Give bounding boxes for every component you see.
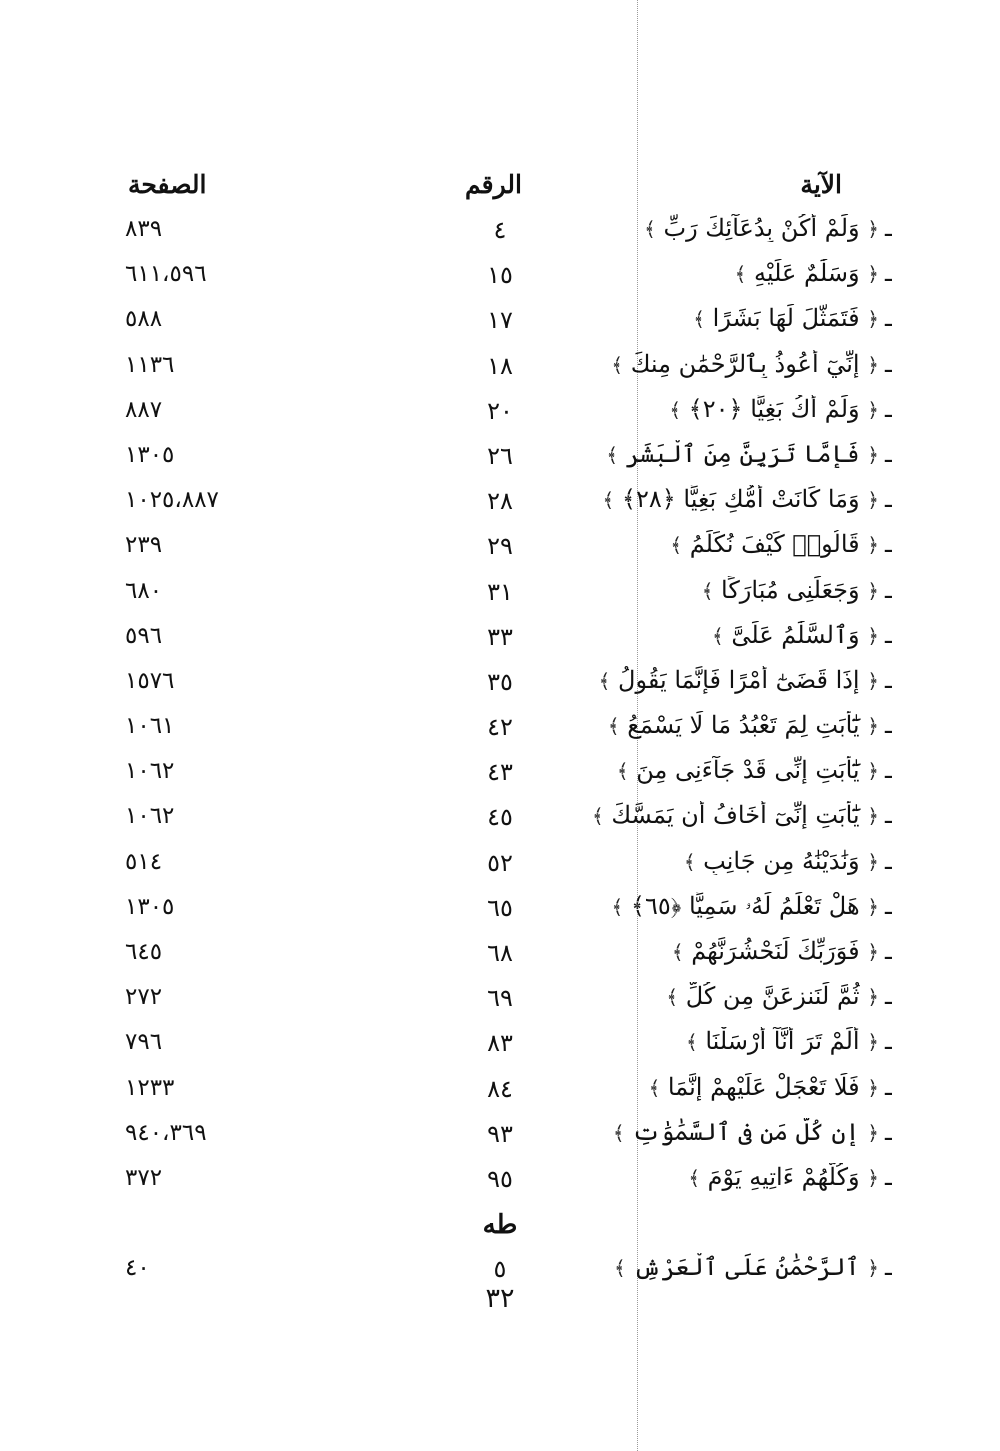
close-bracket: ﴾ bbox=[670, 533, 683, 558]
verse-text: وَلَمْ أَكُ بَغِيًّا ﴿٢٠﴾ bbox=[688, 394, 860, 423]
verse-number: ١٥ bbox=[487, 261, 513, 290]
close-bracket: ﴾ bbox=[607, 714, 620, 739]
table-row bbox=[0, 1025, 1000, 1070]
close-bracket: ﴾ bbox=[612, 1120, 625, 1145]
page-reference: ١٠٢٥،٨٨٧ bbox=[125, 487, 219, 514]
open-bracket: ﴿ bbox=[867, 352, 879, 377]
verse-text: وَٱلسَّلَٰمُ عَلَىَّ bbox=[731, 620, 860, 649]
close-bracket: ﴾ bbox=[666, 985, 679, 1010]
open-bracket: ﴿ bbox=[867, 262, 879, 287]
close-bracket: ﴾ bbox=[701, 578, 714, 603]
surah-heading-row bbox=[0, 1206, 1000, 1251]
row-dash: ـ bbox=[884, 846, 892, 875]
open-bracket: ﴿ bbox=[867, 714, 879, 739]
verse-text: فَتَمَثَّلَ لَهَا بَشَرًا bbox=[712, 304, 860, 333]
verse-cell bbox=[670, 530, 892, 558]
verse-number: ٦٨ bbox=[487, 939, 513, 967]
row-dash: ـ bbox=[884, 530, 892, 559]
page-reference: ١٥٧٦ bbox=[125, 667, 175, 694]
verse-cell bbox=[712, 621, 892, 649]
verse-text: يَٰٓأَبَتِ إِنِّى قَدْ جَآءَنِى مِنَ bbox=[636, 756, 860, 785]
verse-cell bbox=[669, 395, 892, 423]
page-reference: ١١٣٦ bbox=[125, 351, 175, 378]
page-reference: ٥٩٦ bbox=[125, 622, 163, 649]
close-bracket: ﴾ bbox=[648, 1075, 661, 1100]
row-dash: ـ bbox=[884, 304, 892, 333]
verse-text: وَمَا كَانَتْ أُمُّكِ بَغِيًّا ﴿٢٨﴾ bbox=[621, 485, 860, 514]
table-row bbox=[0, 1161, 1000, 1206]
open-bracket: ﴿ bbox=[867, 668, 879, 693]
close-bracket: ﴾ bbox=[598, 668, 611, 693]
verse-number: ٣٣ bbox=[487, 622, 513, 651]
verse-cell bbox=[606, 440, 892, 468]
open-bracket: ﴿ bbox=[867, 894, 879, 919]
open-bracket: ﴿ bbox=[867, 759, 879, 784]
page-reference: ٣٧٢ bbox=[125, 1164, 163, 1191]
column-header-number: الرقم bbox=[465, 170, 522, 199]
close-bracket: ﴾ bbox=[688, 1165, 701, 1190]
verse-text: أَلَمْ تَرَ أَنَّآ أَرْسَلْنَا bbox=[705, 1027, 860, 1056]
verse-cell bbox=[686, 1027, 892, 1055]
open-bracket: ﴿ bbox=[867, 442, 879, 467]
open-bracket: ﴿ bbox=[867, 623, 879, 648]
page-reference: ٦٤٥ bbox=[125, 939, 163, 965]
table-row bbox=[0, 393, 1000, 438]
verse-text: إِن كُلُّ مَن فِى ٱلسَّمَٰوَٰتِ bbox=[632, 1117, 860, 1146]
verse-number: ٤ bbox=[493, 216, 507, 244]
row-dash: ـ bbox=[884, 891, 892, 920]
open-bracket: ﴿ bbox=[867, 1075, 879, 1100]
row-dash: ـ bbox=[884, 349, 892, 378]
page-reference: ١٠٦٢ bbox=[125, 803, 175, 830]
close-bracket: ﴾ bbox=[734, 262, 747, 287]
row-dash: ـ bbox=[884, 665, 892, 694]
table-row bbox=[0, 212, 1000, 257]
verse-cell bbox=[644, 214, 892, 242]
verse-number: ٦٩ bbox=[487, 984, 513, 1013]
table-row bbox=[0, 483, 1000, 528]
open-bracket: ﴿ bbox=[867, 1165, 879, 1190]
verse-number: ٦٥ bbox=[487, 893, 513, 922]
verse-text: وَنَٰدَيْنَٰهُ مِن جَانِبِ bbox=[703, 846, 860, 875]
verse-text: يَٰٓأَبَتِ إِنِّىٓ أَخَافُ أَن يَمَسَّكَ bbox=[611, 801, 860, 830]
verse-cell bbox=[702, 576, 892, 604]
verse-cell bbox=[693, 304, 892, 332]
verse-number: ١٧ bbox=[487, 306, 513, 335]
column-header-page: الصفحة bbox=[128, 170, 207, 199]
close-bracket: ﴾ bbox=[602, 488, 615, 513]
table-row bbox=[0, 1116, 1000, 1161]
verse-text: فَلَا تَعْجَلْ عَلَيْهِمْ إِنَّمَا bbox=[667, 1072, 860, 1101]
table-row bbox=[0, 302, 1000, 347]
open-bracket: ﴿ bbox=[867, 533, 879, 558]
verse-text: وَلَمْ أَكُنْ بِدُعَآئِكَ رَبِّ bbox=[663, 214, 860, 242]
close-bracket: ﴾ bbox=[611, 894, 624, 919]
verse-cell bbox=[684, 847, 892, 875]
open-bracket: ﴿ bbox=[867, 488, 879, 513]
verse-cell bbox=[603, 485, 892, 513]
verse-number: ٢٨ bbox=[487, 487, 513, 516]
table-row bbox=[0, 574, 1000, 619]
row-dash: ـ bbox=[884, 1027, 892, 1056]
row-dash: ـ bbox=[884, 982, 892, 1011]
open-bracket: ﴿ bbox=[867, 1120, 879, 1145]
page-reference: ١٣٠٥ bbox=[125, 893, 175, 920]
index-table bbox=[0, 212, 1000, 1297]
open-bracket: ﴿ bbox=[867, 578, 879, 603]
verse-number: ٩٥ bbox=[487, 1164, 513, 1193]
table-row bbox=[0, 980, 1000, 1025]
row-dash: ـ bbox=[884, 711, 892, 740]
open-bracket: ﴿ bbox=[867, 804, 879, 829]
table-row bbox=[0, 799, 1000, 844]
verse-number: ٥٢ bbox=[487, 848, 513, 877]
row-dash: ـ bbox=[884, 1117, 892, 1146]
verse-text: قَالُوا۟ كَيْفَ نُكَلِّمُ bbox=[689, 530, 860, 559]
verse-cell bbox=[614, 1253, 892, 1281]
verse-cell bbox=[613, 1118, 892, 1146]
verse-cell bbox=[735, 259, 892, 287]
row-dash: ـ bbox=[884, 214, 892, 242]
page-reference: ٤٠ bbox=[125, 1255, 150, 1282]
verse-number: ٤٣ bbox=[487, 758, 513, 787]
row-dash: ـ bbox=[884, 801, 892, 830]
verse-cell bbox=[599, 666, 892, 694]
close-bracket: ﴾ bbox=[685, 1030, 698, 1055]
verse-cell bbox=[666, 982, 892, 1010]
row-dash: ـ bbox=[884, 439, 892, 468]
verse-text: ثُمَّ لَنَنزِعَنَّ مِن كُلِّ bbox=[685, 982, 860, 1011]
close-bracket: ﴾ bbox=[616, 759, 629, 784]
verse-number: ٩٣ bbox=[487, 1119, 513, 1148]
page-reference: ٨٣٩ bbox=[125, 216, 163, 242]
row-dash: ـ bbox=[884, 937, 892, 965]
close-bracket: ﴾ bbox=[712, 623, 724, 648]
row-dash: ـ bbox=[884, 756, 892, 785]
verse-number: ٣١ bbox=[487, 577, 513, 606]
column-header-aya: الآية bbox=[800, 170, 842, 199]
page-reference: ٦٨٠ bbox=[125, 577, 163, 604]
verse-text: وَكُلُّهُمْ ءَاتِيهِ يَوْمَ bbox=[707, 1162, 860, 1191]
open-bracket: ﴿ bbox=[867, 940, 879, 964]
verse-number: ٨٣ bbox=[487, 1029, 513, 1058]
verse-text: فَوَرَبِّكَ لَنَحْشُرَنَّهُمْ bbox=[691, 937, 860, 965]
close-bracket: ﴾ bbox=[669, 397, 682, 422]
page-reference: ١٠٦١ bbox=[125, 713, 175, 740]
verse-text: وَسَلَٰمٌ عَلَيْهِ bbox=[753, 259, 860, 288]
page-reference: ١٣٠٥ bbox=[125, 441, 175, 468]
open-bracket: ﴿ bbox=[867, 1256, 879, 1281]
verse-cell bbox=[688, 1163, 892, 1191]
verse-text: إِذَا قَضَىٰٓ أَمْرًا فَإِنَّمَا يَقُولُ bbox=[618, 665, 860, 694]
verse-number: ٢٩ bbox=[487, 532, 513, 561]
table-row bbox=[0, 890, 1000, 935]
verse-number: ٥ bbox=[493, 1255, 507, 1284]
page-reference: ١٠٦٢ bbox=[125, 758, 175, 785]
close-bracket: ﴾ bbox=[644, 217, 656, 241]
verse-cell bbox=[608, 711, 892, 739]
table-row bbox=[0, 528, 1000, 573]
row-dash: ـ bbox=[884, 259, 892, 288]
close-bracket: ﴾ bbox=[614, 1256, 626, 1281]
verse-number: ٣٥ bbox=[487, 667, 513, 696]
page-reference: ٨٨٧ bbox=[125, 396, 163, 423]
close-bracket: ﴾ bbox=[671, 940, 684, 964]
verse-text: يَٰٓأَبَتِ لِمَ تَعْبُدُ مَا لَا يَسْمَعُ bbox=[627, 711, 860, 740]
verse-text: وَجَعَلَنِى مُبَارَكًا bbox=[721, 575, 860, 604]
open-bracket: ﴿ bbox=[867, 217, 879, 241]
verse-number: ٤٢ bbox=[487, 713, 513, 742]
close-bracket: ﴾ bbox=[611, 352, 624, 377]
verse-cell bbox=[612, 892, 892, 920]
row-dash: ـ bbox=[884, 394, 892, 423]
row-dash: ـ bbox=[884, 1253, 892, 1282]
surah-heading: طه bbox=[482, 1210, 518, 1241]
table-row bbox=[0, 438, 1000, 483]
row-dash: ـ bbox=[884, 1162, 892, 1191]
verse-cell bbox=[672, 937, 892, 965]
table-row bbox=[0, 754, 1000, 799]
table-row bbox=[0, 845, 1000, 890]
verse-cell bbox=[592, 801, 892, 829]
open-bracket: ﴿ bbox=[867, 307, 879, 332]
verse-text: إِنِّيٓ أَعُوذُ بِٱلرَّحْمَٰنِ مِنكَ bbox=[630, 349, 860, 378]
table-row bbox=[0, 348, 1000, 393]
page-reference: ٧٩٦ bbox=[125, 1029, 163, 1056]
page-reference: ٢٣٩ bbox=[125, 532, 163, 559]
verse-cell bbox=[649, 1073, 892, 1101]
verse-text: ٱلرَّحْمَٰنُ عَلَى ٱلْعَرْشِ bbox=[633, 1253, 860, 1282]
open-bracket: ﴿ bbox=[867, 1030, 879, 1055]
table-row bbox=[0, 619, 1000, 664]
close-bracket: ﴾ bbox=[606, 442, 619, 467]
verse-text: فَإِمَّا تَرَيِنَّ مِنَ ٱلْبَشَرِ bbox=[625, 439, 860, 468]
page-reference: ٩٤٠،٣٦٩ bbox=[125, 1119, 207, 1146]
verse-number: ٢٠ bbox=[487, 396, 513, 425]
verse-number: ٤٥ bbox=[487, 803, 513, 832]
verse-number: ١٨ bbox=[487, 351, 513, 380]
table-row bbox=[0, 935, 1000, 980]
open-bracket: ﴿ bbox=[867, 985, 879, 1010]
verse-cell bbox=[611, 350, 892, 378]
page-reference: ١٢٣٣ bbox=[125, 1074, 175, 1101]
row-dash: ـ bbox=[884, 485, 892, 514]
close-bracket: ﴾ bbox=[683, 849, 696, 874]
table-row bbox=[0, 257, 1000, 302]
row-dash: ـ bbox=[884, 575, 892, 604]
verse-text: هَلْ تَعْلَمُ لَهُۥ سَمِيًّا ﴿٦٥﴾ bbox=[630, 891, 860, 920]
open-bracket: ﴿ bbox=[867, 397, 879, 422]
close-bracket: ﴾ bbox=[591, 804, 604, 829]
page-reference: ٦١١،٥٩٦ bbox=[125, 261, 207, 288]
page-reference: ٥١٤ bbox=[125, 848, 163, 875]
verse-number: ٢٦ bbox=[487, 441, 513, 470]
page-reference: ٥٨٨ bbox=[125, 306, 163, 333]
row-dash: ـ bbox=[884, 620, 892, 649]
page-reference: ٢٧٢ bbox=[125, 984, 163, 1011]
table-row bbox=[0, 709, 1000, 754]
page-number: ٣٢ bbox=[485, 1283, 515, 1314]
open-bracket: ﴿ bbox=[867, 849, 879, 874]
table-row bbox=[0, 1071, 1000, 1116]
verse-number: ٨٤ bbox=[487, 1074, 513, 1103]
table-row bbox=[0, 664, 1000, 709]
row-dash: ـ bbox=[884, 1072, 892, 1101]
close-bracket: ﴾ bbox=[693, 307, 706, 332]
verse-cell bbox=[617, 756, 892, 784]
